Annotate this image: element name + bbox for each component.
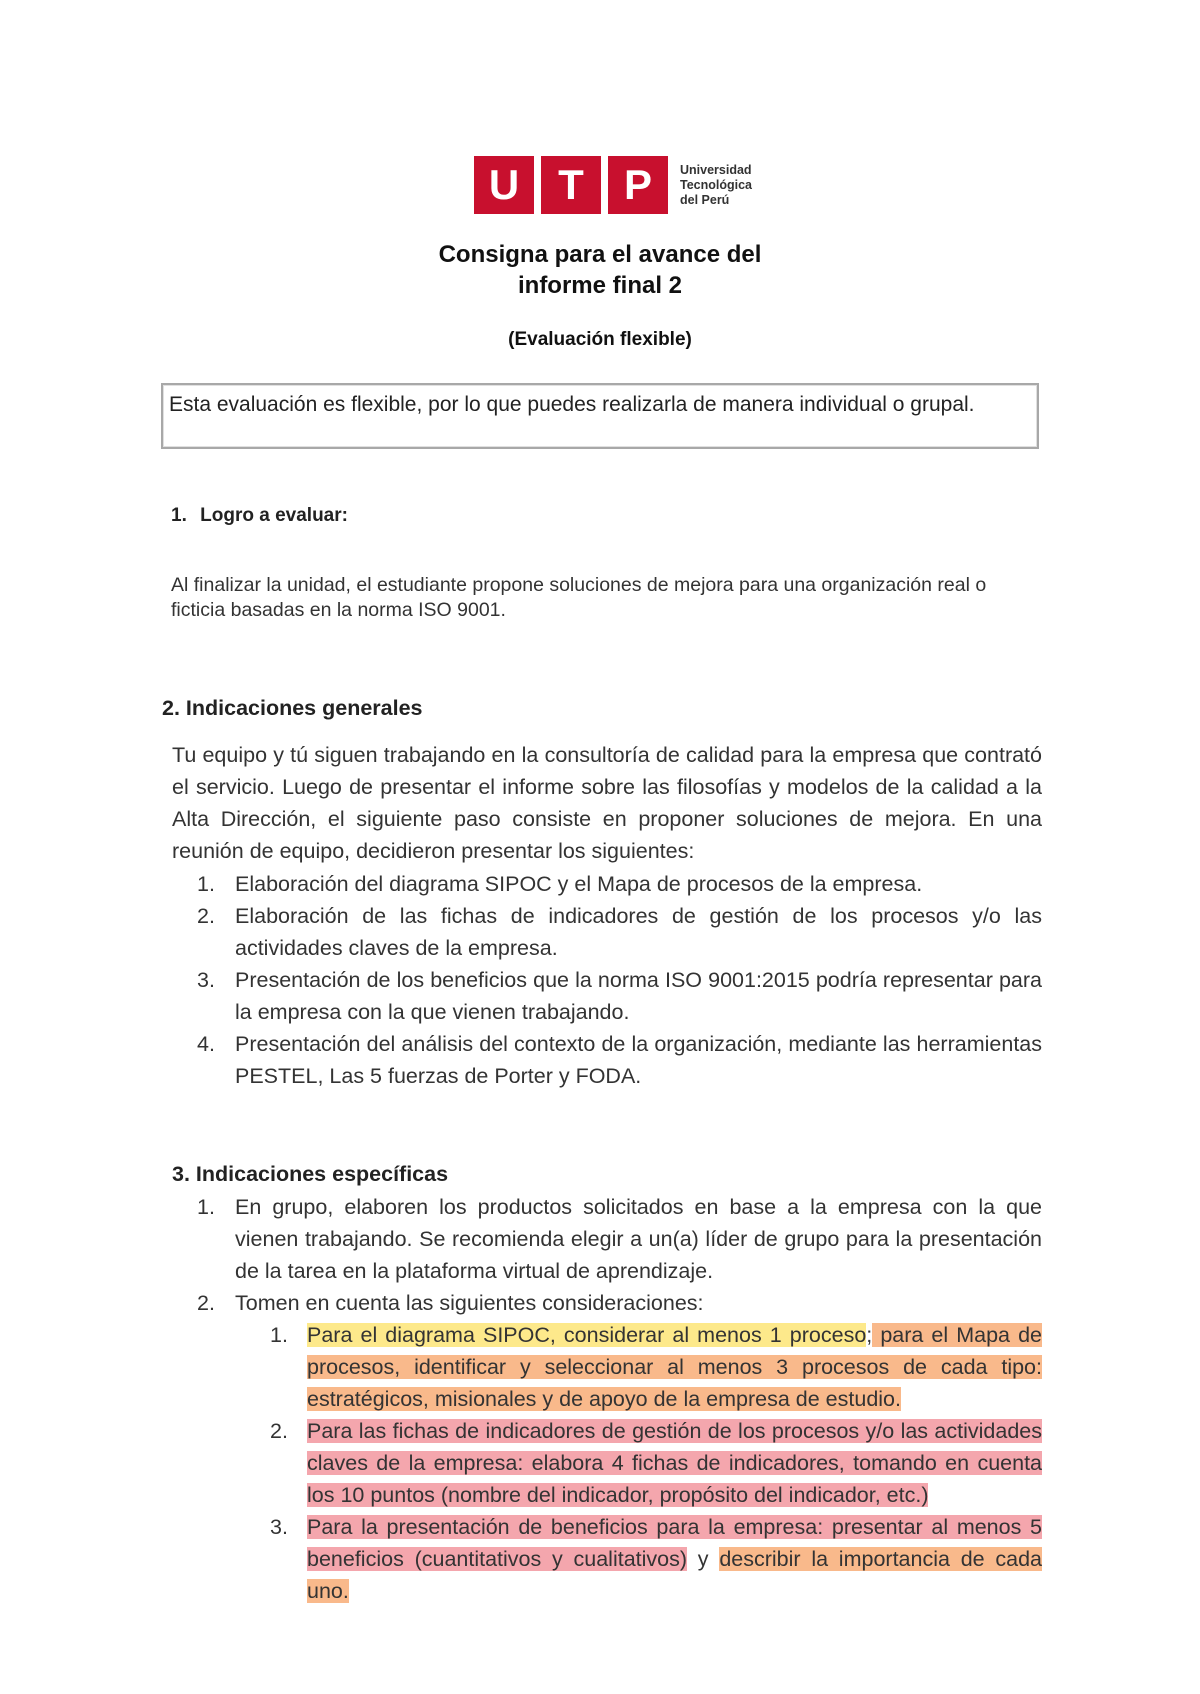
page-subtitle: (Evaluación flexible): [508, 329, 692, 350]
list-item-text: Elaboración de las fichas de indicadores de gestión de los procesos y/o las actividades claves de la empresa.: [235, 904, 1042, 960]
list-item-text: En grupo, elaboren los productos solicitados en base a la empresa con la que vienen trabajando. Se recomienda elegir a un(a) líder de grupo para la presentación de la tarea en la plataforma virtual de aprendizaje.: [235, 1195, 1042, 1283]
sublist-item-number: 1.: [270, 1323, 288, 1347]
list-item-text: Tomen en cuenta las siguientes consideraciones:: [235, 1291, 704, 1315]
sublist-item: [235, 1319, 1042, 1415]
page-title-line-1: Consigna para el avance del: [438, 241, 762, 268]
section-3-heading: 3. Indicaciones específicas: [172, 1162, 449, 1186]
list-item: [172, 964, 1042, 1028]
list-item: [172, 1191, 1042, 1287]
highlight-pink: Para la presentación de beneficios para la empresa: presentar al menos 5 beneficios (cuantitativos y cualitativos): [307, 1515, 1042, 1571]
logo-letter-p: P: [608, 156, 668, 214]
logo-line-2: Tecnológica: [680, 177, 753, 192]
list-item-text: Elaboración del diagrama SIPOC y el Mapa de procesos de la empresa.: [235, 872, 923, 896]
logo-letters: [474, 156, 668, 214]
section-3-list: [172, 1191, 1042, 1319]
highlight-separator: ;: [866, 1323, 873, 1347]
list-item-number: 4.: [197, 1032, 215, 1056]
list-item-number: 2.: [197, 1291, 215, 1315]
list-item-number: 1.: [197, 872, 215, 896]
highlight-orange: describir la importancia de cada uno.: [307, 1547, 1042, 1603]
list-item-number: 3.: [197, 968, 215, 992]
logo-letter-t: T: [541, 156, 601, 214]
list-item: [172, 1287, 1042, 1319]
highlight-yellow: Para el diagrama SIPOC, considerar al menos 1 proceso: [307, 1323, 867, 1347]
section-1-heading: [171, 505, 348, 527]
list-item-text: Presentación de los beneficios que la norma ISO 9001:2015 podría representar para la empresa con la que vienen trabajando.: [235, 968, 1042, 1024]
sublist-item-number: 2.: [270, 1419, 288, 1443]
section-1-number: 1.: [171, 505, 187, 526]
list-item: [172, 1028, 1042, 1092]
section-1-title: Logro a evaluar:: [200, 505, 348, 526]
section-1-paragraph: Al finalizar la unidad, el estudiante propone soluciones de mejora para una organización real o ficticia basadas en la norma ISO 9001.: [171, 574, 987, 621]
highlight-orange: para el Mapa de procesos, identificar y seleccionar al menos 3 procesos de cada tipo: estratégicos, misionales y de apoyo de la empresa de estudio.: [307, 1323, 1042, 1411]
section-3-sublist: [235, 1319, 1042, 1607]
logo-wordmark: [680, 163, 752, 208]
section-2-list: [172, 868, 1042, 1092]
section-2-heading: 2. Indicaciones generales: [162, 696, 423, 720]
sublist-item: [235, 1511, 1042, 1607]
logo-line-3: del Perú: [680, 192, 730, 207]
logo-line-1: Universidad: [680, 162, 752, 177]
list-item-number: 2.: [197, 904, 215, 928]
highlight-pink: Para las fichas de indicadores de gestión de los procesos y/o las actividades claves de la empresa: elabora 4 fichas de indicadores, tomando en cuenta los 10 puntos (nombre del indicador, propósito del indicador, etc.): [307, 1419, 1042, 1507]
utp-logo: [474, 155, 752, 215]
list-item-number: 1.: [197, 1195, 215, 1219]
logo-letter-u: U: [474, 156, 534, 214]
highlight-separator: y: [687, 1547, 720, 1571]
flexible-notice-box: Esta evaluación es flexible, por lo que puedes realizarla de manera individual o grupal.: [161, 383, 1039, 449]
section-2-paragraph: Tu equipo y tú siguen trabajando en la consultoría de calidad para la empresa que contrató el servicio. Luego de presentar el informe sobre las filosofías y modelos de la calidad a la Alta Dirección, el siguiente paso consiste en proponer soluciones de mejora. En una reunión de equipo, decidieron presentar los siguientes:: [172, 743, 1042, 863]
list-item-text: Presentación del análisis del contexto de la organización, mediante las herramientas PESTEL, Las 5 fuerzas de Porter y FODA.: [235, 1032, 1042, 1088]
list-item: [172, 868, 1042, 900]
sublist-item-number: 3.: [270, 1515, 288, 1539]
sublist-item: [235, 1415, 1042, 1511]
page-title-line-2: informe final 2: [517, 272, 683, 299]
list-item: [172, 900, 1042, 964]
